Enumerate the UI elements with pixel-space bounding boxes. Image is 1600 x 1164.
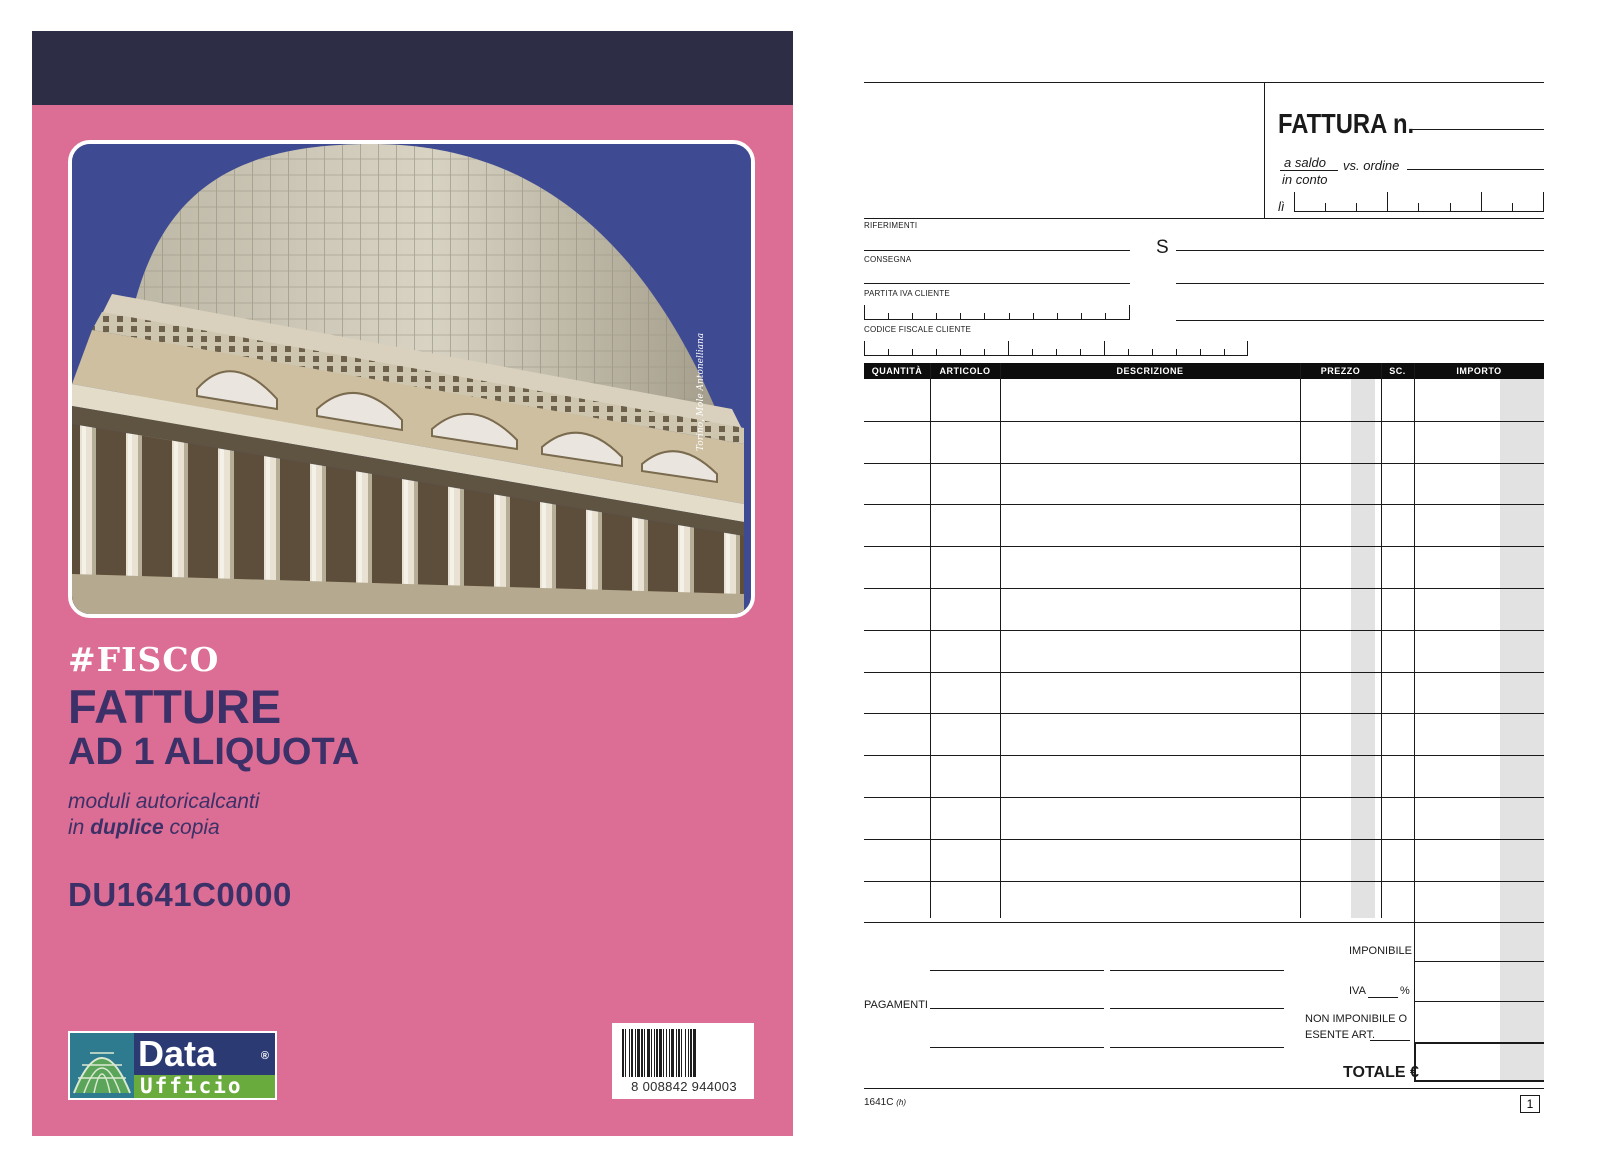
photo-credit: Torino, Mole Antonelliana: [696, 332, 706, 451]
logo-word-ufficio: Ufficio: [134, 1075, 275, 1098]
table-row: [864, 504, 1544, 505]
tick: [984, 349, 985, 355]
col-rule: [1300, 363, 1301, 918]
tick: [1057, 313, 1058, 319]
subtitle-bold: duplice: [90, 816, 164, 839]
table-row: [864, 546, 1544, 547]
iva-line[interactable]: [1414, 1001, 1544, 1002]
product-code: DU1641C0000: [68, 876, 292, 913]
tick: [1450, 203, 1451, 211]
tick: [864, 305, 865, 319]
col-importo: IMPORTO: [1456, 366, 1502, 376]
importo-decimals-shade: [1500, 379, 1544, 1082]
tick: [936, 349, 937, 355]
iva-percent: %: [1400, 985, 1410, 997]
payment-line[interactable]: [1110, 1047, 1284, 1048]
iva-rate-line[interactable]: [1368, 997, 1398, 998]
codice-fiscale-boxes[interactable]: [864, 342, 1248, 356]
partita-iva-label: PARTITA IVA CLIENTE: [864, 289, 950, 298]
imponibile-line[interactable]: [1414, 961, 1544, 962]
tick: [1104, 341, 1105, 355]
tick: [1176, 349, 1177, 355]
esente-label: ESENTE ART.: [1305, 1029, 1376, 1041]
tick: [1032, 349, 1033, 355]
tick: [864, 341, 865, 355]
table-row: [864, 755, 1544, 756]
esente-art-line[interactable]: [1370, 1040, 1410, 1041]
vs-ordine-label: vs. ordine: [1343, 158, 1400, 173]
s-label: S: [1156, 237, 1169, 258]
col-quantita: QUANTITÀ: [871, 366, 923, 376]
table-row: [864, 630, 1544, 631]
tick: [936, 313, 937, 319]
riferimenti-line[interactable]: [864, 250, 1130, 251]
tick: [912, 313, 913, 319]
page-number: 1: [1520, 1095, 1540, 1113]
form-code: [864, 1098, 906, 1108]
fattura-number-line[interactable]: [1410, 129, 1544, 130]
tick: [1129, 305, 1130, 319]
payment-line[interactable]: [1110, 1008, 1284, 1009]
table-row: [864, 839, 1544, 840]
non-imponibile-label: NON IMPONIBILE O: [1305, 1013, 1408, 1025]
tick: [1056, 349, 1057, 355]
tick: [1325, 203, 1326, 211]
tick: [888, 349, 889, 355]
partita-iva-boxes[interactable]: [864, 306, 1130, 320]
product-title-line1: FATTURE: [68, 680, 282, 733]
col-rule: [1381, 363, 1382, 918]
a-saldo-rule: [1280, 170, 1338, 171]
tick: [1247, 341, 1248, 355]
col-prezzo: PREZZO: [1320, 366, 1361, 376]
fattura-title: FATTURA n.: [1278, 108, 1415, 139]
col-rule: [1414, 363, 1415, 1082]
codice-fiscale-label: CODICE FISCALE CLIENTE: [864, 325, 972, 334]
barcode-number: 8 008842 944003: [631, 1079, 737, 1094]
tick: [1009, 313, 1010, 319]
payment-line[interactable]: [930, 1008, 1104, 1009]
prezzo-decimals-shade: [1351, 379, 1375, 918]
riferimenti-label: RIFERIMENTI: [864, 221, 918, 230]
customer-line-3[interactable]: [1176, 320, 1544, 321]
table-row: [864, 588, 1544, 589]
tick: [1008, 341, 1009, 355]
tick: [1105, 313, 1106, 319]
table-row: [864, 463, 1544, 464]
consegna-line[interactable]: [864, 283, 1130, 284]
in-conto-label: in conto: [1282, 172, 1328, 187]
col-rule: [1000, 363, 1001, 918]
tick: [960, 313, 961, 319]
table-row: [864, 421, 1544, 422]
table-row: [864, 922, 1544, 923]
tick: [1128, 349, 1129, 355]
date-ticks[interactable]: [1294, 193, 1544, 212]
tick: [1512, 203, 1513, 211]
col-rule: [930, 363, 931, 918]
form-code-suffix: (h): [896, 1098, 907, 1107]
registered-mark: ®: [260, 1050, 269, 1062]
totale-label: TOTALE €: [1343, 1064, 1419, 1081]
tick: [1152, 349, 1153, 355]
header-bottom-rule: [864, 218, 1544, 219]
subtitle-pre: in: [68, 816, 91, 839]
logo-data-text: Data: [138, 1033, 217, 1074]
pagamenti-label: PAGAMENTI: [864, 999, 928, 1011]
tick: [912, 349, 913, 355]
header-divider: [1264, 82, 1265, 218]
col-sc: SC.: [1389, 366, 1406, 376]
tick: [1033, 313, 1034, 319]
tick: [1224, 349, 1225, 355]
imponibile-label: IMPONIBILE: [1349, 945, 1412, 957]
product-title-line2: AD 1 ALIQUOTA: [68, 731, 360, 773]
tick: [1356, 203, 1357, 211]
table-row: [864, 881, 1544, 882]
col-descrizione: DESCRIZIONE: [1116, 366, 1184, 376]
tick: [1543, 192, 1544, 211]
tick: [888, 313, 889, 319]
tick: [1387, 192, 1388, 211]
series-hashtag: #FISCO: [68, 640, 220, 679]
col-articolo: ARTICOLO: [939, 366, 991, 376]
form-top-rule: [864, 82, 1544, 83]
a-saldo-label: a saldo: [1284, 155, 1326, 170]
tick: [1481, 192, 1482, 211]
vs-ordine-line[interactable]: [1407, 169, 1544, 170]
li-label: lì: [1278, 199, 1285, 214]
consegna-label: CONSEGNA: [864, 255, 912, 264]
table-row: [864, 797, 1544, 798]
form-bottom-rule: [864, 1088, 1544, 1089]
customer-line-2[interactable]: [1176, 283, 1544, 284]
payment-line[interactable]: [930, 970, 1104, 971]
table-row: [864, 713, 1544, 714]
subtitle-post: copia: [163, 816, 220, 839]
customer-line-1[interactable]: [1176, 250, 1544, 251]
tick: [1081, 313, 1082, 319]
tick: [1200, 349, 1201, 355]
form-code-text: 1641C: [864, 1097, 894, 1108]
totale-box[interactable]: [1414, 1042, 1544, 1082]
product-subtitle-line1: moduli autoricalcanti: [68, 790, 260, 813]
tick: [984, 313, 985, 319]
tick: [1080, 349, 1081, 355]
tick: [1418, 203, 1419, 211]
iva-label: IVA: [1349, 985, 1366, 997]
payment-line[interactable]: [930, 1047, 1104, 1048]
table-row: [864, 672, 1544, 673]
payment-line[interactable]: [1110, 970, 1284, 971]
tick: [960, 349, 961, 355]
tick: [1294, 192, 1295, 211]
